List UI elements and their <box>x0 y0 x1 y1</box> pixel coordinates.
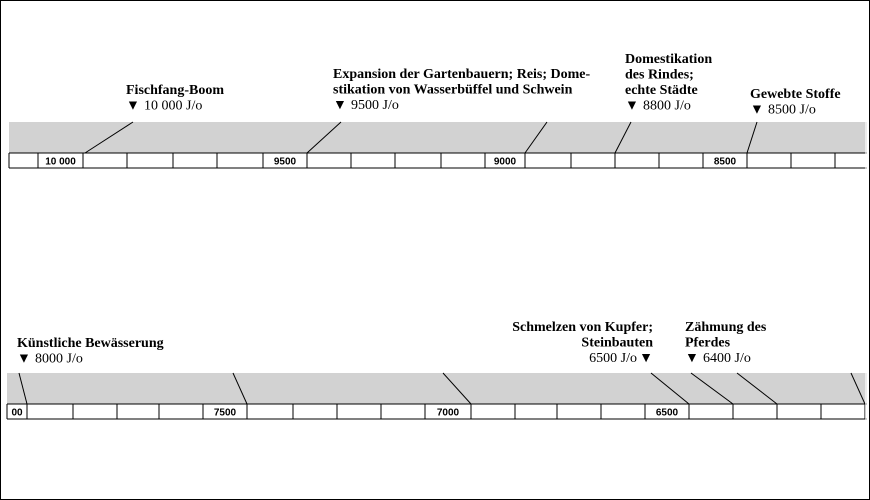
event-date: 9500 J/o <box>351 98 399 113</box>
timeline-band <box>7 373 867 404</box>
event-fischfang <box>126 83 224 114</box>
triangle-down-icon: ▼ <box>685 351 699 366</box>
timeline-drawing <box>1 1 869 499</box>
ruler-label: 00 <box>11 407 23 419</box>
event-title: Domestikation <box>625 52 713 67</box>
event-title: Pferdes <box>685 335 731 351</box>
event-title: Expansion der Gartenbauern; Reis; Dome- <box>333 67 591 82</box>
ruler-label: 9500 <box>273 156 297 168</box>
event-kupfer <box>512 320 653 366</box>
ruler-label: 7000 <box>436 407 460 419</box>
event-expansion <box>333 67 591 113</box>
event-title: Zähmung des <box>685 320 767 335</box>
ruler-label: 10 000 <box>45 156 76 168</box>
event-date: 8500 J/o <box>768 102 816 118</box>
event-gewebte-stoffe <box>750 87 841 118</box>
event-date: 10 000 J/o <box>144 98 203 114</box>
triangle-down-icon: ▼ <box>333 98 347 113</box>
event-title: Schmelzen von Kupfer; <box>512 320 653 335</box>
timeline-row-1 <box>9 52 869 170</box>
event-title: stikation von Wasserbüffel und Schwein <box>333 82 573 98</box>
event-title: des Rindes; <box>625 67 694 83</box>
event-date: 6400 J/o <box>703 351 751 366</box>
timeline-band <box>9 122 867 153</box>
event-title: Fischfang-Boom <box>126 83 224 98</box>
edge-fade <box>865 371 869 421</box>
timeline-row-2 <box>7 320 869 421</box>
ruler-label: 6500 <box>655 407 679 419</box>
event-title: Künstliche Bewässerung <box>17 336 164 351</box>
event-pferd <box>685 320 767 366</box>
ruler-label: 8500 <box>713 156 737 168</box>
triangle-down-icon: ▼ <box>750 102 764 118</box>
event-date: 6500 J/o <box>589 351 637 366</box>
event-title: Gewebte Stoffe <box>750 87 841 102</box>
event-date: 8800 J/o <box>643 98 691 114</box>
triangle-down-icon: ▼ <box>639 351 653 366</box>
event-date: 8000 J/o <box>35 351 83 367</box>
event-title: Steinbauten <box>581 335 653 351</box>
event-domestikation-rind <box>625 52 712 114</box>
event-bewaesserung <box>17 336 164 367</box>
triangle-down-icon: ▼ <box>126 98 140 114</box>
triangle-down-icon: ▼ <box>625 98 639 114</box>
ruler-label: 9000 <box>493 156 517 168</box>
edge-fade <box>865 120 869 170</box>
event-title: echte Städte <box>625 83 698 98</box>
triangle-down-icon: ▼ <box>17 351 31 367</box>
ruler-label: 7500 <box>213 407 237 419</box>
